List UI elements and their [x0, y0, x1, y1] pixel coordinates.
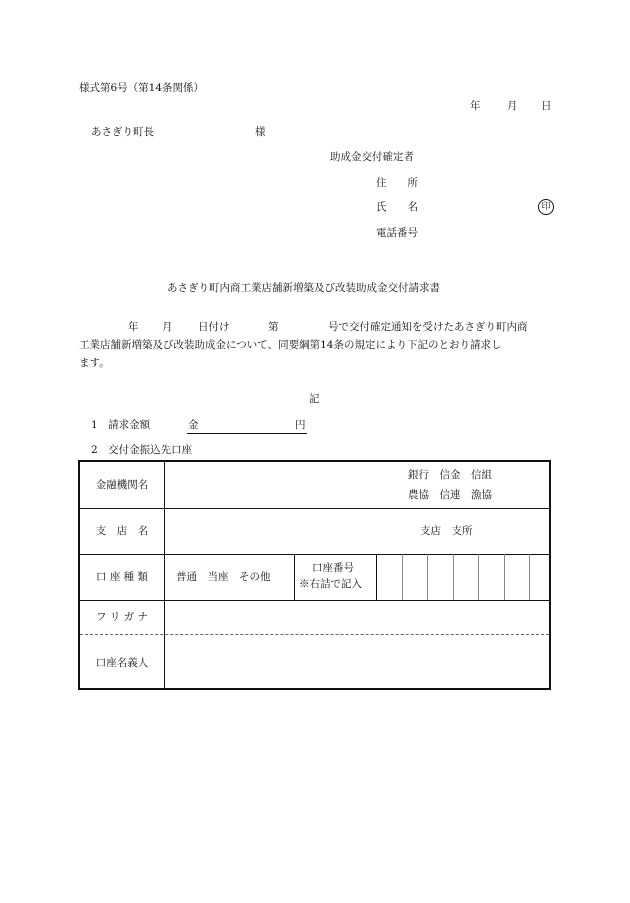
- item2-label: 2 交付金振込先口座: [91, 444, 193, 456]
- body-date: 日付け: [198, 321, 230, 333]
- bank-types-row2: 農協 信連 漁協: [408, 489, 492, 501]
- body-line2: 工業店舗新増築及び改装助成金について、同要綱第14条の規定により下記のとおり請求し: [79, 339, 502, 351]
- amount-underline: [187, 433, 307, 434]
- account-type-options: 普通 当座 その他: [176, 571, 271, 583]
- bank-account-table: [78, 460, 551, 690]
- body-month: 月: [162, 321, 173, 333]
- account-digit-box: [453, 554, 454, 600]
- body-line1-rest: 号で交付確定通知を受けたあさぎり町内商: [328, 321, 528, 333]
- date-day: 日: [541, 100, 552, 112]
- account-type-label: 口 座 種 類: [95, 571, 148, 583]
- ki-label: 記: [309, 393, 320, 405]
- body-year: 年: [128, 321, 139, 333]
- addressee: あさぎり町長: [91, 126, 154, 138]
- account-digit-box: [376, 554, 377, 600]
- account-holder-label: 口座名義人: [95, 657, 149, 669]
- bank-types-row1: 銀行 信金 信組: [408, 469, 492, 481]
- account-digit-box: [529, 554, 530, 600]
- account-digit-box: [478, 554, 479, 600]
- label-column-divider: [164, 462, 165, 688]
- account-digit-box: [402, 554, 403, 600]
- item1-kin: 金: [188, 419, 199, 431]
- date-month: 月: [507, 100, 518, 112]
- item1-yen: 円: [295, 419, 306, 431]
- bank-label: 金融機関名: [95, 479, 149, 491]
- item1-label: 1 請求金額: [91, 419, 151, 431]
- account-no-divider: [294, 554, 295, 600]
- phone-label: 電話番号: [376, 227, 418, 239]
- furigana-label: フ リ ガ ナ: [95, 611, 148, 623]
- account-digit-box: [504, 554, 505, 600]
- row-divider-dashed: [80, 634, 549, 635]
- account-no-label1: 口座番号: [312, 562, 354, 574]
- account-no-label2: ※右詰で記入: [299, 578, 362, 590]
- row-divider: [80, 600, 549, 601]
- form-number: 様式第6号（第14条関係）: [79, 82, 205, 94]
- name-label: 氏 名: [376, 201, 418, 213]
- branch-label: 支 店 名: [95, 525, 149, 537]
- body-no: 第: [268, 321, 279, 333]
- account-digit-box: [427, 554, 428, 600]
- branch-types: 支店 支所: [420, 525, 473, 537]
- seal-mark-icon: 印: [538, 199, 554, 215]
- date-year: 年: [470, 100, 481, 112]
- row-divider: [80, 508, 549, 509]
- honorific: 様: [255, 126, 266, 138]
- address-label: 住 所: [376, 177, 418, 189]
- document-title: あさぎり町内商工業店舗新増築及び改装助成金交付請求書: [167, 282, 440, 294]
- body-line3: ます。: [79, 357, 110, 369]
- applicant-title: 助成金交付確定者: [330, 151, 414, 163]
